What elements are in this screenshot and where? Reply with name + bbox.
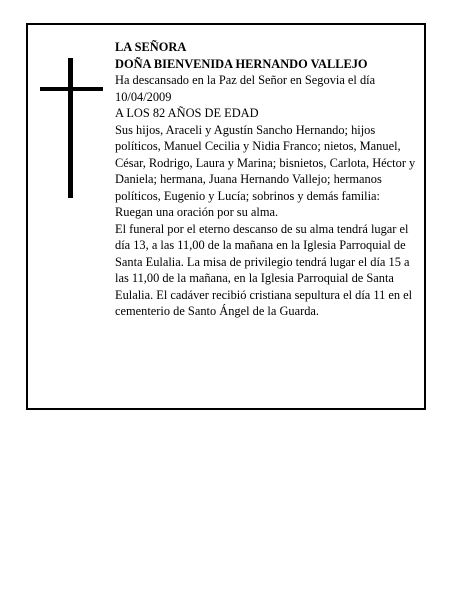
death-statement: Ha descansado en la Paz del Señor en Segovia el día 10/04/2009 xyxy=(115,73,376,104)
obituary-text xyxy=(115,39,417,320)
honorific: LA SEÑORA xyxy=(115,40,187,54)
prayer-request: Ruegan una oración por su alma. xyxy=(115,205,279,219)
obituary-notice xyxy=(26,23,426,410)
family-list: Sus hijos, Araceli y Agustín Sancho Hernando; hijos políticos, Manuel Cecilia y Nidia Franco; nietos, Manuel, César, Rodrigo, Laura y Marina; bisnietos, Carlota, Héctor y Daniela; hermana, Juana Hernando Vallejo; hermanos políticos, Eugenio y Lucía; sobrinos y demás familia: xyxy=(115,122,416,203)
service-details: El funeral por el eterno descanso de su alma tendrá lugar el día 13, a las 11,00 de la mañana en la Iglesia Parroquial de Santa Eulalia. La misa de privilegio tendrá lugar el día 15 a las 11,00 de la mañana, en la Iglesia Parroquial de Santa Eulalia. El cadáver recibió cristiana sepultura el día 11 en el cementerio de Santo Ángel de la Guarda. xyxy=(115,221,413,318)
cross-horizontal-bar xyxy=(40,87,103,91)
deceased-name: DOÑA BIENVENIDA HERNANDO VALLEJO xyxy=(115,56,368,71)
cross-vertical-bar xyxy=(68,58,73,198)
age-line: A LOS 82 AÑOS DE EDAD xyxy=(115,106,259,120)
